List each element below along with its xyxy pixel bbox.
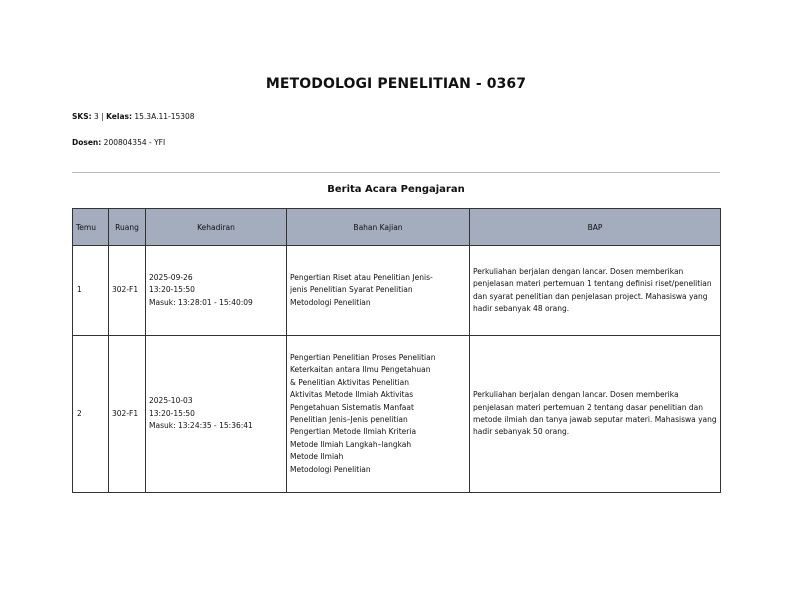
sks-label: SKS: [72, 112, 92, 121]
header-bahan-kajian: Bahan Kajian [287, 209, 470, 246]
kehadiran-cell [146, 336, 287, 493]
bahan-line: Pengertian Riset atau Penelitian Jenis- [290, 272, 433, 282]
dosen-value: 200804354 - YFI [103, 138, 166, 147]
ruang-cell: 302-F1 [109, 336, 146, 493]
bahan-kajian-cell [287, 246, 470, 336]
kelas-label: Kelas: [106, 112, 132, 121]
table-row [73, 336, 721, 493]
time-range: 13:20-15:50 [149, 408, 195, 418]
bahan-line: Metodologi Penelitian [290, 464, 371, 474]
bap-text: Perkuliahan berjalan dengan lancar. Dosen memberikan penjelasan materi pertemuan 1 tentang definisi riset/penelitian dan syarat penelitian dan penjelasan project. Mahasiswa yang hadir sebanyak 48 orang. [473, 266, 712, 313]
temu-cell: 2 [73, 336, 109, 493]
attendance-table [72, 208, 721, 493]
course-meta-sks-kelas [72, 112, 195, 121]
bap-cell [470, 336, 721, 493]
check-in: Masuk: 13:24:35 - 15:36:41 [149, 421, 253, 431]
time-range: 13:20-15:50 [149, 285, 195, 295]
bahan-line: Aktivitas Metode Ilmiah Aktivitas [290, 390, 414, 400]
kelas-value: 15.3A.11-15308 [134, 112, 195, 121]
date: 2025-10-03 [149, 396, 193, 406]
header-kehadiran: Kehadiran [146, 209, 287, 246]
table-header-row [73, 209, 721, 246]
bahan-line: Pengertian Penelitian Proses Penelitian [290, 352, 436, 362]
bahan-kajian-cell [287, 336, 470, 493]
check-in: Masuk: 13:28:01 - 15:40:09 [149, 297, 253, 307]
sks-value: 3 [94, 112, 99, 121]
divider [72, 172, 720, 173]
course-meta-dosen [72, 138, 165, 147]
kehadiran-cell [146, 246, 287, 336]
bahan-line: Keterkaitan antara Ilmu Pengetahuan [290, 365, 431, 375]
date: 2025-09-26 [149, 272, 193, 282]
header-ruang: Ruang [109, 209, 146, 246]
bahan-line: Metode Ilmiah [290, 452, 344, 462]
document-title: METODOLOGI PENELITIAN - 0367 [265, 76, 527, 92]
bahan-line: & Penelitian Aktivitas Penelitian [290, 377, 410, 387]
separator: | [101, 112, 104, 121]
bahan-line: jenis Penelitian Syarat Penelitian [290, 285, 413, 295]
table-row [73, 246, 721, 336]
header-temu: Temu [73, 209, 109, 246]
bap-cell [470, 246, 721, 336]
ruang-cell: 302-F1 [109, 246, 146, 336]
bahan-line: Penelitian Jenis–Jenis penelitian [290, 415, 408, 424]
header-bap: BAP [470, 209, 721, 246]
dosen-label: Dosen: [72, 138, 102, 147]
section-title: Berita Acara Pengajaran [327, 184, 465, 195]
bahan-line: Pengertian Metode Ilmiah Kriteria [290, 427, 417, 437]
bahan-line: Pengetahuan Sistematis Manfaat [290, 402, 414, 412]
bahan-line: Metodologi Penelitian [290, 297, 371, 307]
bap-text: Perkuliahan berjalan dengan lancar. Dosen memberika penjelasan materi pertemuan 2 tentang dasar penelitian dan metode ilmiah dan tanya jawab seputar materi. Mahasiswa yang hadir sebanyak 50 orang. [473, 390, 717, 437]
bahan-line: Metode Ilmiah Langkah–langkah [290, 439, 412, 449]
temu-cell: 1 [73, 246, 109, 336]
